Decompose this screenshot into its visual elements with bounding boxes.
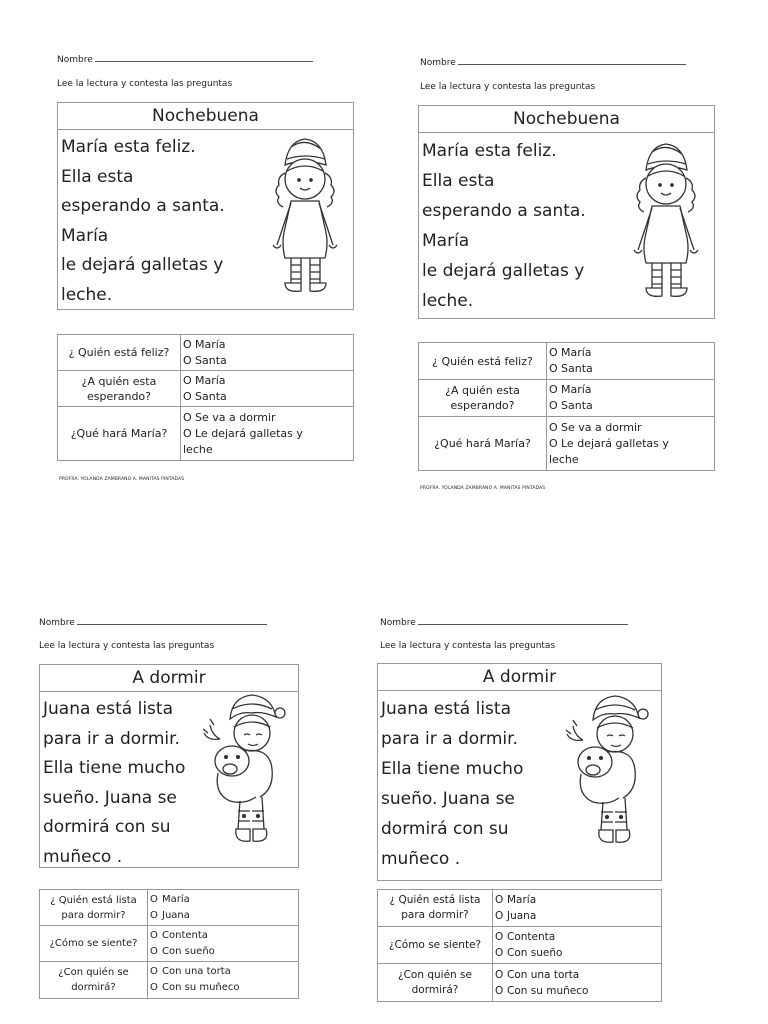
- reading-line: Ella esta: [61, 166, 134, 187]
- answer-option[interactable]: O Con su muñeco: [150, 982, 240, 993]
- questions-table: [377, 889, 662, 1002]
- footer-credit: PROFRA. YOLANDA ZAMBRANO A. MANITAS PINTADAS: [59, 477, 185, 482]
- answer-option[interactable]: O Santa: [549, 399, 593, 412]
- answer-option[interactable]: O Le dejará galletas y: [549, 436, 669, 450]
- reading-line: muñeco .: [43, 846, 123, 867]
- reading-text: [422, 136, 586, 316]
- reading-text: [43, 695, 185, 872]
- question-cell: ¿Cómo se siente?: [378, 927, 493, 964]
- answer-option[interactable]: O Contenta: [495, 931, 556, 943]
- answer-option[interactable]: O María: [183, 373, 226, 387]
- table-row: [378, 890, 662, 927]
- answer-option[interactable]: O María: [549, 383, 592, 396]
- reading-line: María esta feliz.: [422, 141, 557, 161]
- question-cell: ¿ Quién está feliz?: [419, 343, 547, 380]
- answer-option[interactable]: O Con sueño: [150, 945, 215, 957]
- answer-option[interactable]: O Santa: [183, 353, 227, 367]
- options-cell: [493, 927, 662, 964]
- options-cell: [547, 343, 715, 380]
- reading-box: [418, 105, 715, 319]
- options-cell: [181, 407, 354, 461]
- reading-title: Nochebuena: [58, 103, 353, 130]
- answer-option[interactable]: O María: [549, 346, 592, 359]
- reading-box: [39, 664, 299, 868]
- name-label: Nombre: [39, 618, 75, 628]
- worksheet-card: [420, 55, 720, 500]
- instructions: Lee la lectura y contesta las preguntas: [380, 641, 556, 651]
- options-cell: [181, 371, 354, 407]
- question-cell: ¿Con quién se dormirá?: [40, 962, 148, 999]
- answer-option[interactable]: O Juana: [150, 909, 190, 921]
- footer-credit: PROFRA. YOLANDA ZAMBRANO A. MANITAS PINTADAS: [420, 486, 546, 491]
- reading-line: Ella tiene mucho: [43, 758, 186, 778]
- table-row: [40, 926, 299, 962]
- girl-illustration: [624, 138, 709, 303]
- reading-line: le dejará galletas y: [61, 255, 224, 275]
- table-row: [40, 890, 299, 926]
- reading-line: esperando a santa.: [61, 196, 225, 216]
- answer-option[interactable]: O Con una torta: [495, 968, 580, 981]
- name-label: Nombre: [420, 58, 456, 68]
- girl-with-reindeer-illustration: [563, 690, 658, 855]
- reading-line: leche.: [422, 291, 474, 311]
- reading-text: [61, 133, 225, 310]
- worksheet-card: [57, 52, 357, 492]
- name-label: Nombre: [57, 55, 93, 65]
- name-label: Nombre: [380, 618, 416, 628]
- options-cell: [547, 380, 715, 417]
- instructions: Lee la lectura y contesta las preguntas: [57, 79, 233, 89]
- table-row: [419, 380, 715, 417]
- question-cell: ¿Qué hará María?: [58, 407, 181, 461]
- answer-option[interactable]: O Juana: [495, 910, 537, 922]
- answer-option[interactable]: O María: [495, 894, 537, 906]
- table-row: [58, 335, 354, 371]
- reading-line: sueño. Juana se: [43, 787, 177, 808]
- table-row: [419, 417, 715, 471]
- answer-option[interactable]: O Con una torta: [150, 966, 231, 977]
- question-cell: ¿ Quién está lista para dormir?: [378, 890, 493, 927]
- options-cell: [493, 964, 662, 1002]
- answer-option[interactable]: O Santa: [549, 362, 593, 375]
- reading-line: muñeco .: [381, 849, 461, 869]
- girl-with-reindeer-illustration: [200, 689, 295, 854]
- girl-illustration: [263, 133, 348, 298]
- instructions: Lee la lectura y contesta las preguntas: [39, 641, 215, 651]
- options-cell: [181, 335, 354, 371]
- question-cell: ¿A quién esta esperando?: [419, 380, 547, 417]
- questions-table: [57, 334, 354, 461]
- answer-option[interactable]: O Contenta: [150, 929, 208, 941]
- reading-line: Juana está lista: [43, 699, 173, 719]
- reading-text: [381, 694, 523, 874]
- question-cell: ¿Qué hará María?: [419, 417, 547, 471]
- options-cell: [148, 926, 299, 962]
- answer-option[interactable]: O Santa: [183, 389, 227, 403]
- reading-line: le dejará galletas y: [422, 261, 585, 281]
- table-row: [378, 927, 662, 964]
- table-row: [58, 407, 354, 461]
- answer-option[interactable]: O Con sueño: [495, 947, 563, 959]
- reading-title: Nochebuena: [419, 106, 714, 133]
- options-cell: [148, 890, 299, 926]
- reading-line: leche.: [61, 284, 113, 305]
- questions-table: [418, 342, 715, 471]
- name-field: [57, 55, 313, 65]
- reading-line: esperando a santa.: [422, 201, 586, 221]
- reading-title: A dormir: [40, 665, 298, 692]
- name-field: [39, 618, 267, 628]
- table-row: [40, 962, 299, 999]
- reading-line: para ir a dormir.: [381, 729, 518, 749]
- reading-box: [57, 102, 354, 310]
- worksheet-card: [39, 615, 339, 1020]
- reading-line: sueño. Juana se: [381, 789, 515, 809]
- question-cell: ¿Con quién se dormirá?: [378, 964, 493, 1002]
- reading-line: dormirá con su: [381, 819, 509, 839]
- table-row: [378, 964, 662, 1002]
- reading-line: para ir a dormir.: [43, 728, 180, 749]
- question-cell: ¿ Quién está lista para dormir?: [40, 890, 148, 926]
- reading-line: dormirá con su: [43, 817, 171, 837]
- question-cell: ¿ Quién está feliz?: [58, 335, 181, 371]
- options-cell: [148, 962, 299, 999]
- instructions: Lee la lectura y contesta las preguntas: [420, 82, 596, 92]
- question-cell: ¿Cómo se siente?: [40, 926, 148, 962]
- answer-option[interactable]: O Le dejará galletas y: [183, 426, 303, 440]
- options-cell: [493, 890, 662, 927]
- worksheet-card: [380, 615, 680, 1020]
- answer-option[interactable]: O Con su muñeco: [495, 984, 589, 997]
- reading-line: Juana está lista: [381, 699, 511, 719]
- reading-line: María: [422, 231, 470, 251]
- questions-table: [39, 889, 299, 999]
- answer-option[interactable]: O Se va a dormir: [549, 420, 642, 434]
- reading-title: A dormir: [378, 664, 661, 691]
- question-cell: ¿A quién esta esperando?: [58, 371, 181, 407]
- answer-option[interactable]: O Se va a dormir: [183, 410, 276, 424]
- options-cell: [547, 417, 715, 471]
- reading-line: Ella tiene mucho: [381, 759, 524, 779]
- reading-line: Ella esta: [422, 171, 495, 191]
- name-field: [380, 618, 628, 628]
- answer-option-continued: leche: [183, 442, 213, 456]
- answer-option-continued: leche: [549, 452, 579, 466]
- reading-box: [377, 663, 662, 881]
- table-row: [58, 371, 354, 407]
- answer-option[interactable]: O María: [150, 893, 190, 905]
- table-row: [419, 343, 715, 380]
- name-field: [420, 58, 686, 68]
- reading-line: María esta feliz.: [61, 137, 196, 157]
- reading-line: María: [61, 225, 109, 246]
- answer-option[interactable]: O María: [183, 337, 226, 351]
